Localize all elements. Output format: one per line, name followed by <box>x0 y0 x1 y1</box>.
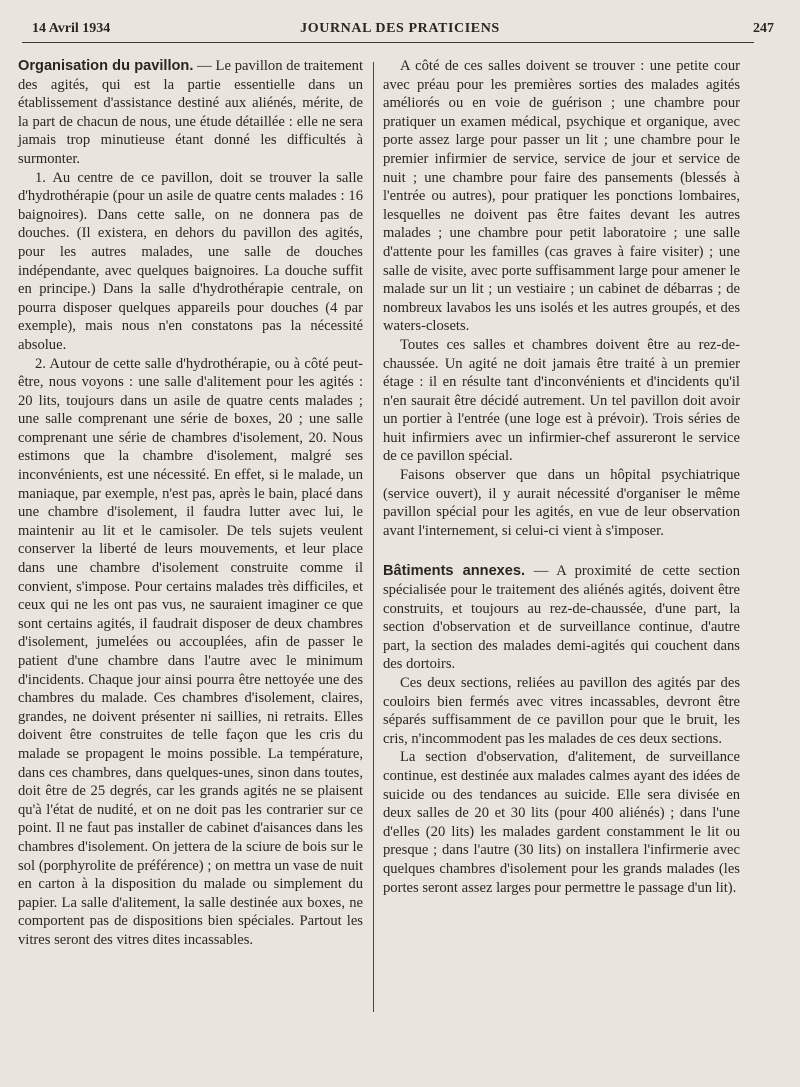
paragraph-hopital-psychiatrique: Faisons observer que dans un hôpital psychiatrique (service ouvert), il y aurait nécessité d'organiser le même pavillon spécial pour les agités, en vue de leur observation avant l'internement, si celui-ci vient à s'imposer. <box>383 467 740 539</box>
page-header <box>18 18 782 40</box>
paragraph-batiments-intro <box>383 562 740 674</box>
paragraph-rez-de-chaussee: Toutes ces salles et chambres doivent être au rez-de-chaussée. Un agité ne doit jamais être traité à un premier étage : il en résulte tant d'inconvénients et d'incidents qu'il n'en saurait être décidé autrement. Un tel pavillon doit avoir un portier à l'entrée (une loge est à prévoir). Trois séries de huit infirmiers avec un infirmier-chef assureront le service de ce pavillon spécial. <box>383 336 740 465</box>
paragraph-deux-sections: Ces deux sections, reliées au pavillon des agités par des couloirs bien fermés avec vitres incassables, devront être séparés suffisamment de ce pavillon pour que le bruit, les cris, n'incommodent pas les malades de ces deux sections. <box>383 675 740 747</box>
paragraph-section-observation: La section d'observation, d'alitement, de surveillance continue, est destinée aux malades calmes ayant des idées de suicide ou des tendances au suicide. Elle sera divisée en deux salles de 20 et 30 lits (pour 400 aliénés) ; dans l'une d'elles (20 lits) les malades gardent constamment le lit ou presque ; dans l'autre (30 lits) on installera l'infirmerie avec quelques chambres d'isolement pour les grands malades (les portes seront assez larges pour permettre le passage d'un lit). <box>383 749 740 896</box>
section-heading-batiments: Bâtiments annexes. <box>383 563 526 580</box>
header-rule <box>22 42 754 43</box>
paragraph-text: — Le pavillon de traitement des agités, qui est la partie essentielle dans un établissement d'assistance destiné aux aliénés, mérite, de la part de chacun de nous, une étude détaillée : elle ne sera jamais trop minutieuse étant donné les difficultés à surmonter. <box>18 58 364 167</box>
column-divider <box>373 62 374 1012</box>
paragraph-organisation-intro <box>18 57 363 169</box>
paragraph-isolement: 2. Autour de cette salle d'hydrothérapie, ou à côté peut-être, nous voyons : une salle d'alitement pour les agités : 20 lits, toujours dans un asile de quatre cents malades ; une salle comprenant une série de boxes, 20 ; une salle comprenant une série de chambres d'isolement, 20. Nous estimons que la chambre d'isolement, malgré ses inconvénients, est une nécessité. En effet, si le malade, un maniaque, par exemple, n'est pas, après le bain, placé dans une chambre d'isolement, il faudra lutter avec lui, le maintenir au lit et le camisoler. De tels sujets veulent conserver la liberté de leurs mouvements, et leur place dans une chambre d'isolement construite comme il convient, s'impose. Pour certains malades très difficiles, et ceux qui ne les ont pas vus, ne sauraient imaginer ce que sont certains agités, il faudrait disposer de deux chambres d'isolement, jumelées ou accouplées, afin de passer le patient d'une chambre dans l'autre avec le minimum d'incidents. Chaque jour ainsi pourra être nettoyée une des chambres du malade. Ces chambres d'isolement, claires, grandes, ne doivent présenter ni saillies, ni retraits. Elles doivent être construites de telle façon que les cris du malade se propagent le moins possible. La température, dans ces chambres, dans quelques-unes, sinon dans toutes, doit être de 25 degrés, car les grands agités ne se plaisent qu'à l'état de nudité, et on ne doit pas les contrarier sur ce point. Il ne faut pas installer de cabinet d'aisances dans les chambres d'isolement. On jettera de la sciure de bois sur le sol (porphyrolite de préférence) ; on mettra un vase de nuit en carton à la disposition du malade ou simplement du papier. La salle d'alitement, la salle destinée aux boxes, ne comportent pas de dispositions bien spéciales. Partout les vitres seront des vitres dites incassables. <box>18 355 363 948</box>
section-heading-organisation: Organisation du pavillon. <box>18 58 194 74</box>
journal-title: JOURNAL DES PRATICIENS <box>300 21 500 36</box>
paragraph-annexes-salles: A côté de ces salles doivent se trouver : une petite cour avec préau pour les premières sorties des malades agités améliorés ou en voie de guérison ; une chambre pour pratiquer un examen médical, psychique et organique, avec porte assez large pour passer un lit ; une chambre pour le premier infirmier de service, service de jour et service de nuit ; une chambre pour faire des pansements (blessés à l'entrée ou autres), pour pratiquer les ponctions lombaires, lesquelles ne doivent pas être faites devant les autres malades ; une chambre pour petit laboratoire ; une salle d'attente pour les familles (cas graves à faire visiter) ; une salle de visite, avec porte suffisamment large pour amener le malade sur un lit ; un vestiaire ; un cabinet de débarras ; de nombreux lavabos les uns isolés et les autres groupés, et des waters-closets. <box>383 58 740 335</box>
right-column <box>383 57 740 897</box>
page-number: 247 <box>753 21 774 36</box>
left-column <box>18 57 363 950</box>
paragraph-hydrotherapie: 1. Au centre de ce pavillon, doit se trouver la salle d'hydrothérapie (pour un asile de quatre cents malades : 16 baignoires). Dans cette salle, on ne donnera pas de douches. (Il existera, en dehors du pavillon des agités, pour les autres malades, une salle de douches indépendante, avec quelques baignoires. La douche suffit en principe.) Dans la salle d'hydrothérapie centrale, on pourra disposer quelques appareils pour douches (4 par exemple), mais nous n'en constatons pas la nécessité absolue. <box>18 169 363 353</box>
issue-date: 14 Avril 1934 <box>32 21 111 36</box>
paragraph-text: — A proximité de cette section spécialisée pour le traitement des aliénés agités, doivent être construits, et toujours au rez-de-chaussée, d'une part, la section d'observation et de surveillance continue, d'autre part, la section des malades demi-agités qui couchent dans des dortoirs. <box>383 563 740 673</box>
